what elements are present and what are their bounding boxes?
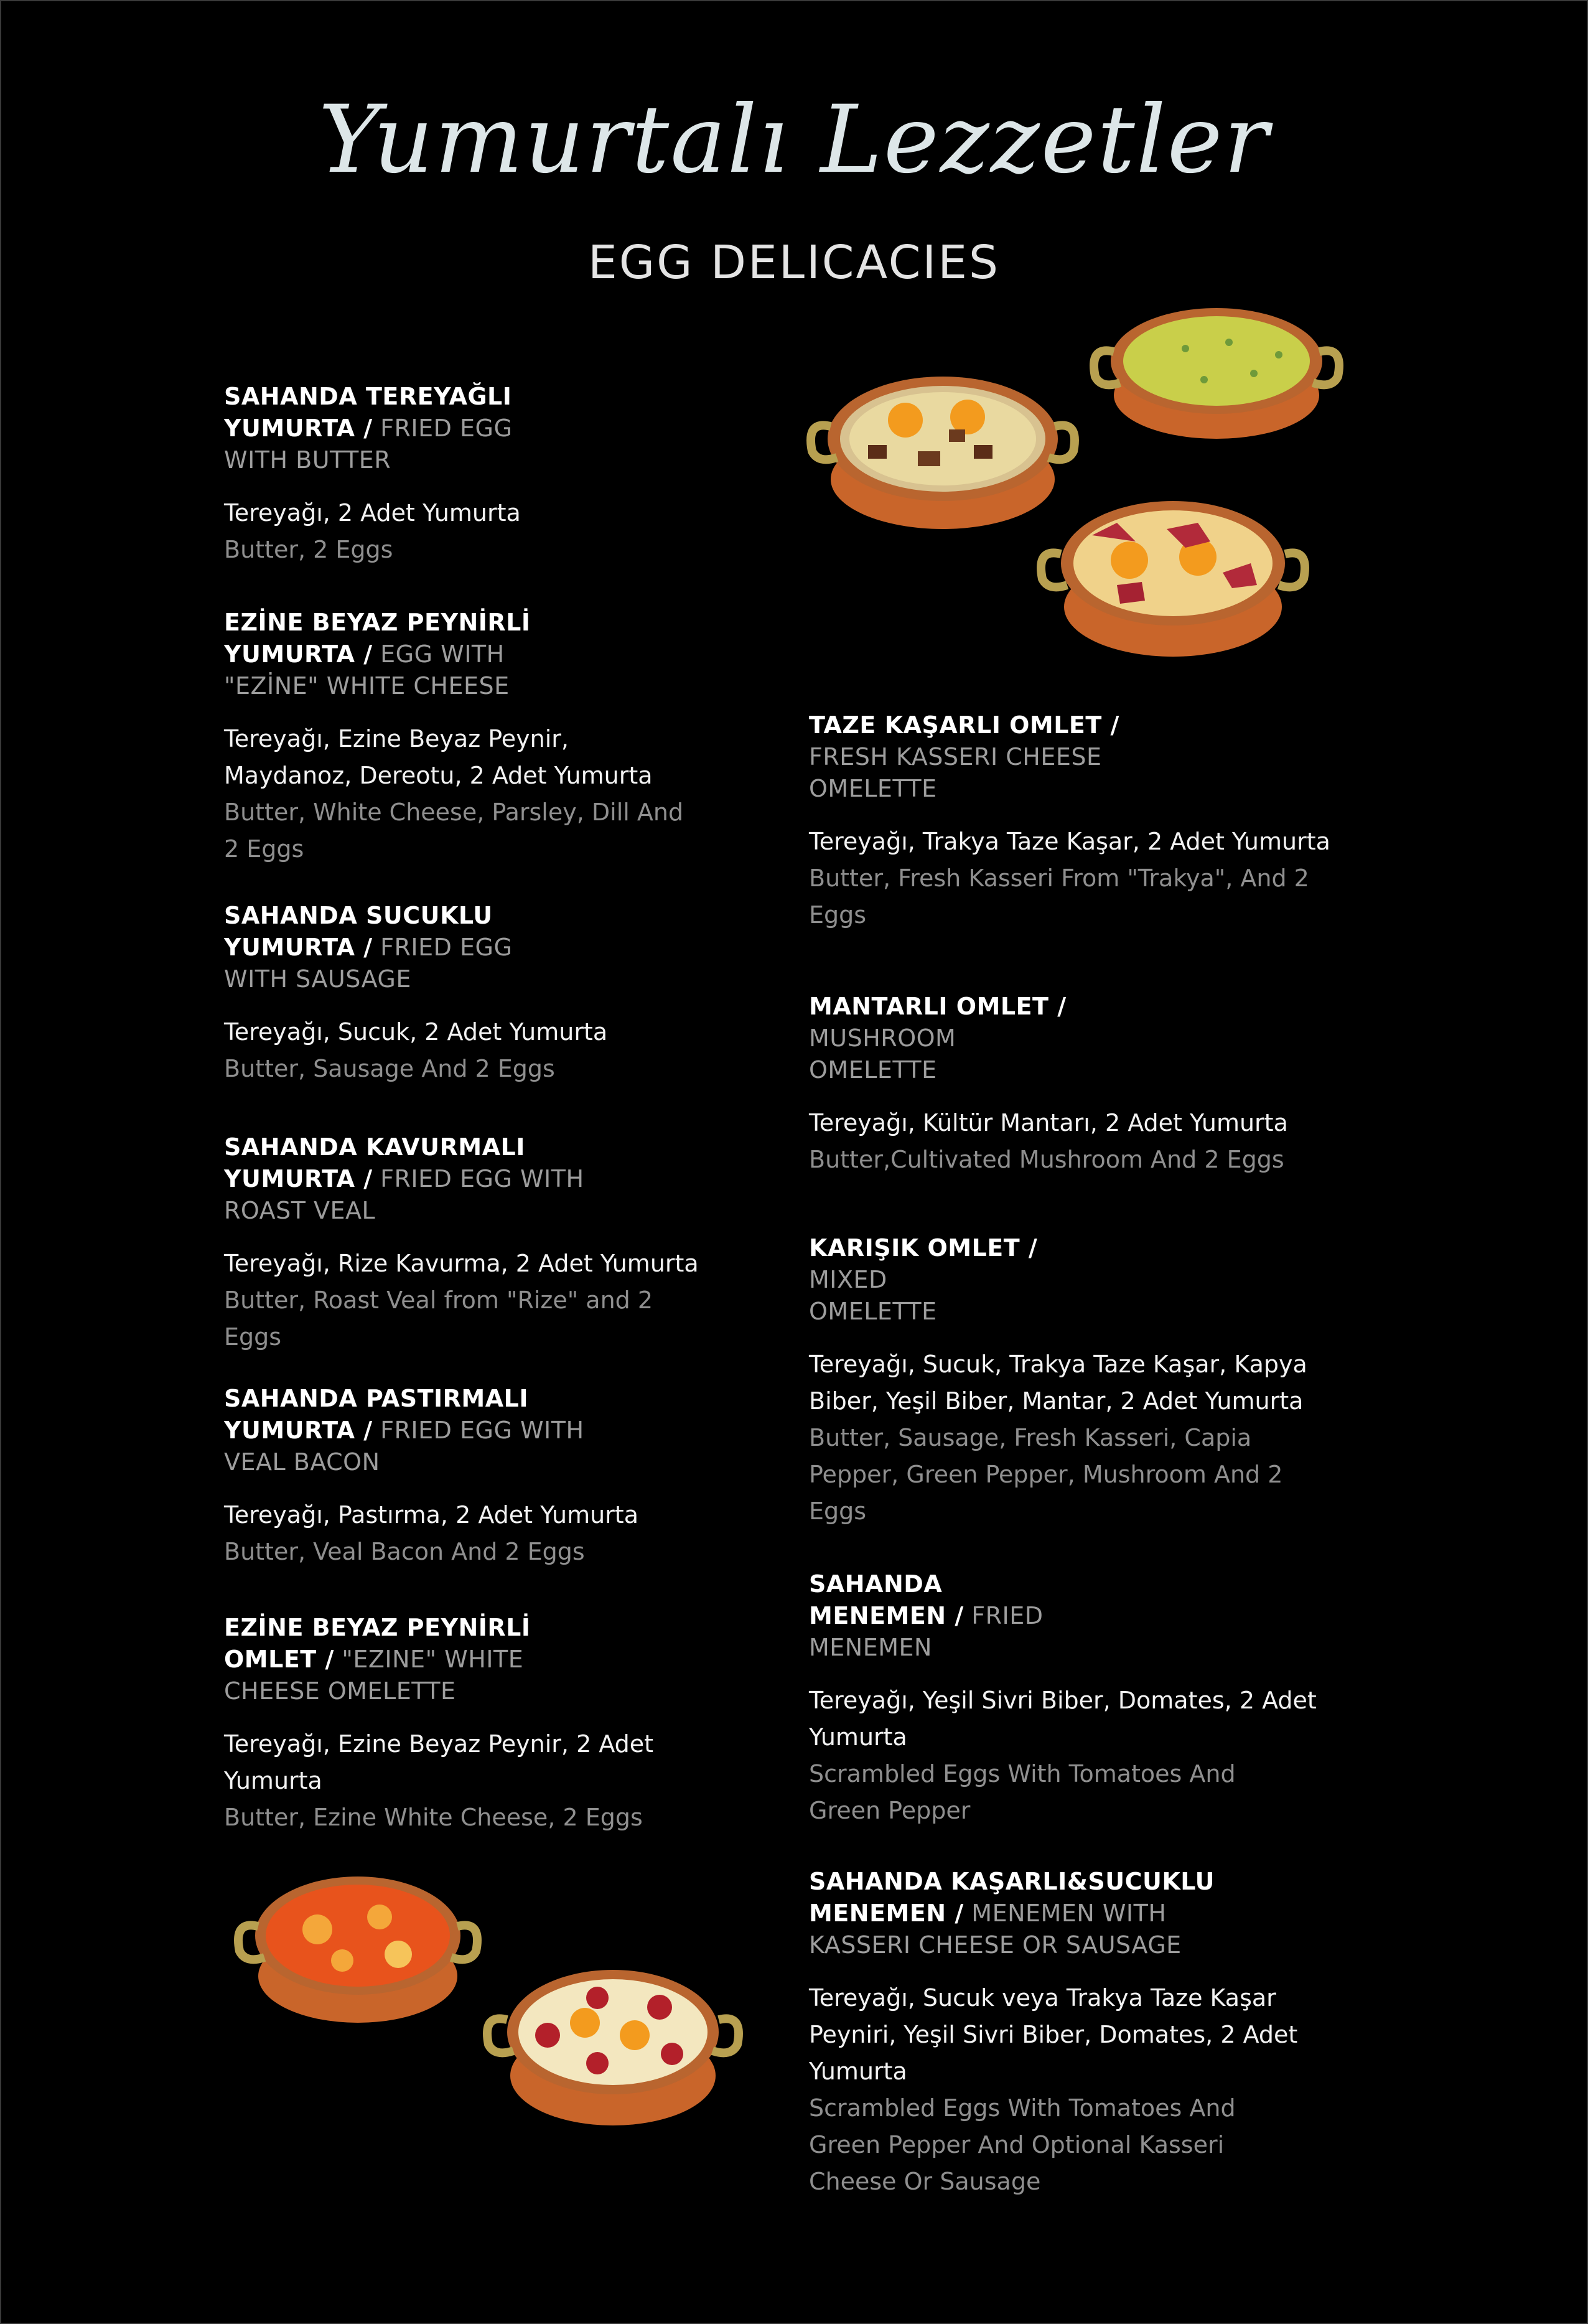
- menu-item-veal-bacon-egg: [224, 1383, 784, 1570]
- menu-item-ezine-cheese-egg: [224, 607, 784, 868]
- item-description-en: Butter, Veal Bacon And 2 Eggs: [224, 1538, 585, 1565]
- dish-image-pastirma-egg: [1024, 479, 1322, 666]
- item-name-en: FRIED EGG WITH VEAL BACON: [224, 1417, 584, 1476]
- item-name-tr: EZİNE BEYAZ PEYNİRLİ YUMURTA /: [224, 609, 531, 668]
- menu-item-ezine-cheese-omelette: [224, 1612, 784, 1836]
- item-name-en: FRIED MENEMEN: [809, 1602, 1044, 1661]
- item-name-en: EGG WITH "EZİNE" WHITE CHEESE: [224, 640, 510, 700]
- item-name-tr: KARIŞIK OMLET /: [809, 1234, 1038, 1262]
- item-description-tr: Tereyağı, Kültür Mantarı, 2 Adet Yumurta: [809, 1109, 1288, 1136]
- menu-title-script: Yumurtalı Lezzetler: [318, 86, 1270, 194]
- item-name-tr: SAHANDA KAVURMALI YUMURTA /: [224, 1133, 525, 1192]
- item-description-tr: Tereyağı, Sucuk veya Trakya Taze Kaşar Peyniri, Yeşil Sivri Biber, Domates, 2 Adet Yumurta: [809, 1984, 1298, 2085]
- item-name-en: "EZINE" WHITE CHEESE OMELETTE: [224, 1646, 524, 1705]
- item-name-tr: SAHANDA SUCUKLU YUMURTA /: [224, 902, 493, 961]
- item-name-tr: EZİNE BEYAZ PEYNİRLİ OMLET /: [224, 1614, 531, 1673]
- item-name-en: MUSHROOM OMELETTE: [809, 1024, 956, 1084]
- item-description-en: Butter, Roast Veal from "Rize" and 2 Eggs: [224, 1286, 653, 1351]
- item-description-tr: Tereyağı, Trakya Taze Kaşar, 2 Adet Yumurta: [809, 828, 1330, 855]
- menu-title-english: EGG DELICACIES: [588, 236, 1000, 289]
- dish-image-omelette: [1080, 293, 1353, 448]
- copper-pan-illustration: [1024, 479, 1322, 666]
- menu-item-roast-veal-egg: [224, 1132, 784, 1356]
- item-name-tr: MANTARLI OMLET /: [809, 993, 1067, 1020]
- item-name-tr: SAHANDA KAŞARLI&SUCUKLU MENEMEN /: [809, 1868, 1215, 1927]
- item-description-en: Butter,Cultivated Mushroom And 2 Eggs: [809, 1146, 1284, 1173]
- item-name-en: MENEMEN WITH KASSERI CHEESE OR SAUSAGE: [809, 1900, 1182, 1959]
- item-description-tr: Tereyağı, Rize Kavurma, 2 Adet Yumurta: [224, 1250, 699, 1277]
- item-description-tr: Tereyağı, Pastırma, 2 Adet Yumurta: [224, 1501, 638, 1529]
- item-description-tr: Tereyağı, Ezine Beyaz Peynir, 2 Adet Yumurta: [224, 1730, 654, 1794]
- menu-item-menemen: [809, 1568, 1394, 1829]
- item-description-tr: Tereyağı, 2 Adet Yumurta: [224, 499, 521, 527]
- copper-pan-illustration: [224, 1861, 492, 2029]
- item-name-tr: SAHANDA TEREYAĞLI YUMURTA /: [224, 383, 512, 442]
- menu-item-mixed-omelette: [809, 1232, 1394, 1530]
- item-description-en: Butter, Sausage, Fresh Kasseri, Capia Pepper, Green Pepper, Mushroom And 2 Eggs: [809, 1424, 1283, 1525]
- dish-image-sucuk-egg: [473, 1948, 753, 2135]
- item-name-tr: SAHANDA PASTIRMALI YUMURTA /: [224, 1385, 529, 1444]
- menu-item-mushroom-omelette: [809, 991, 1394, 1178]
- item-description-en: Scrambled Eggs With Tomatoes And Green Pepper: [809, 1760, 1236, 1824]
- item-name-tr: TAZE KAŞARLI OMLET /: [809, 711, 1119, 739]
- item-name-en: FRIED EGG WITH ROAST VEAL: [224, 1165, 584, 1224]
- item-description-en: Butter, White Cheese, Parsley, Dill And 2 Eggs: [224, 799, 684, 863]
- item-name-en: FRIED EGG WITH BUTTER: [224, 415, 513, 474]
- item-description-en: Butter, Sausage And 2 Eggs: [224, 1055, 555, 1082]
- item-name-en: FRIED EGG WITH SAUSAGE: [224, 934, 513, 993]
- copper-pan-illustration: [1080, 293, 1353, 448]
- item-name-tr: SAHANDA MENEMEN /: [809, 1570, 964, 1629]
- menu-item-kasseri-omelette: [809, 710, 1394, 934]
- item-description-tr: Tereyağı, Yeşil Sivri Biber, Domates, 2 Adet Yumurta: [809, 1687, 1317, 1751]
- item-name-en: MIXED OMELETTE: [809, 1266, 937, 1325]
- item-description-tr: Tereyağı, Sucuk, Trakya Taze Kaşar, Kapya Biber, Yeşil Biber, Mantar, 2 Adet Yumurta: [809, 1351, 1307, 1415]
- dish-image-menemen: [224, 1861, 492, 2029]
- copper-pan-illustration: [473, 1948, 753, 2135]
- menu-item-sausage-egg: [224, 900, 784, 1087]
- item-description-tr: Tereyağı, Sucuk, 2 Adet Yumurta: [224, 1018, 608, 1046]
- menu-item-fried-egg-butter: [224, 381, 784, 568]
- item-description-en: Scrambled Eggs With Tomatoes And Green Pepper And Optional Kasseri Cheese Or Sausage: [809, 2094, 1236, 2195]
- item-description-tr: Tereyağı, Ezine Beyaz Peynir, Maydanoz, Dereotu, 2 Adet Yumurta: [224, 725, 653, 789]
- menu-item-menemen-kasseri-sausage: [809, 1866, 1394, 2200]
- item-description-en: Butter, Ezine White Cheese, 2 Eggs: [224, 1804, 643, 1831]
- item-description-en: Butter, 2 Eggs: [224, 536, 393, 563]
- item-name-en: FRESH KASSERI CHEESE OMELETTE: [809, 743, 1102, 802]
- item-description-en: Butter, Fresh Kasseri From "Trakya", And 2 Eggs: [809, 864, 1309, 929]
